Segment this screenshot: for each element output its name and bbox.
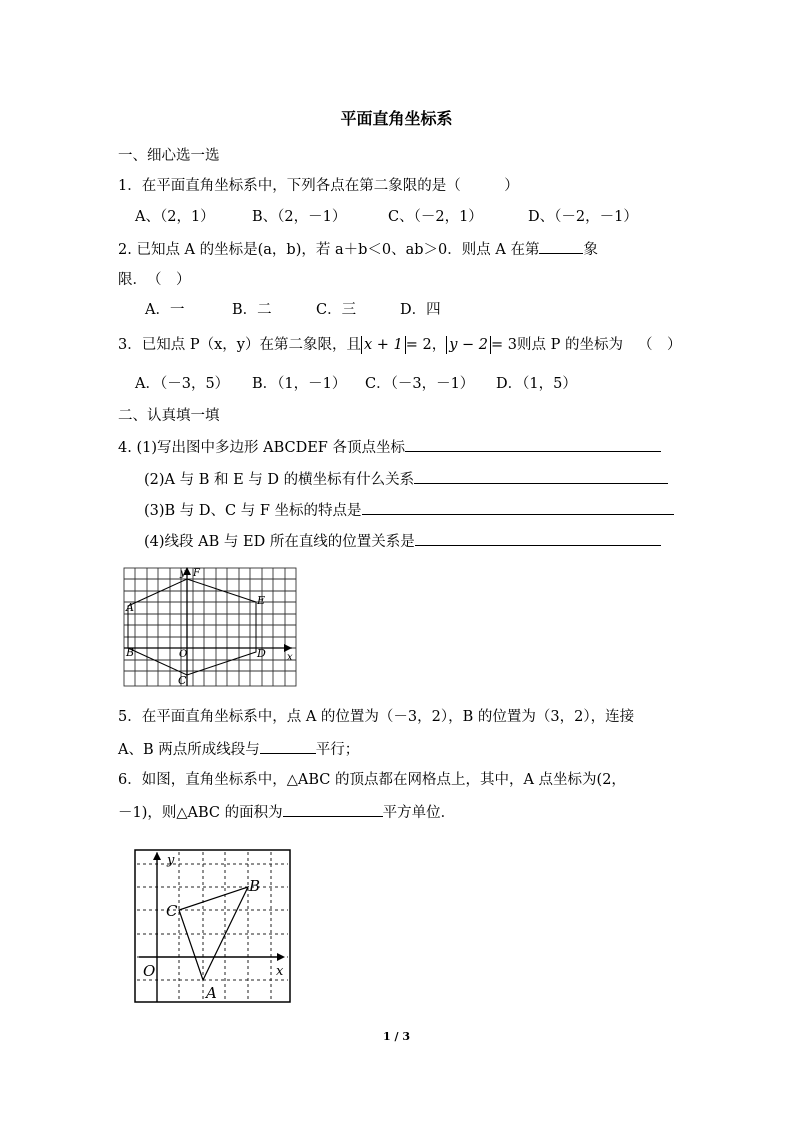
page-title: 平面直角坐标系 [340,109,453,128]
q1-option-c: C、（－2，1） [388,209,483,225]
answer-blank [405,437,661,452]
question-4-part-4 [144,531,661,552]
label-y: y [167,853,175,868]
question-1-stem: 1．在平面直角坐标系中，下列各点在第二象限的是（ ） [118,178,519,194]
question-6-text: －1)，则△ABC 的面积为 [118,805,283,821]
section-heading-1: 一、细心选一选 [118,148,220,164]
label-d: D [257,647,266,660]
question-5-line2 [118,739,359,760]
page-number: 1 / 3 [383,1030,410,1043]
q1-option-d: D、（－2，－1） [528,209,638,225]
grid-lines [124,568,296,686]
dashed-grid [137,852,288,1000]
q2-option-d: D．四 [400,302,441,318]
question-4-part-3-text: (3)B 与 D、C 与 F 坐标的特点是 [144,503,362,519]
question-6-tail: 平方单位． [382,805,456,821]
label-a: A [126,601,134,614]
abs-expression-1: x + 1 [361,336,406,354]
question-4-part-2-text: (2)A 与 B 和 E 与 D 的横坐标有什么关系 [144,472,415,488]
section-heading-2: 二、认真填一填 [118,408,220,424]
y-axis-arrow [153,852,161,860]
label-x: x [287,652,293,663]
question-3-prefix: 3．已知点 P（x，y）在第二象限，且 [118,337,361,353]
answer-blank [414,469,668,484]
question-2-stem [118,239,598,260]
q3-option-c: C．（－3，－1） [365,376,475,392]
question-4-part-4-text: (4)线段 AB 与 ED 所在直线的位置关系是 [144,534,415,550]
answer-blank [283,802,383,817]
figure-border [135,850,290,1002]
label-x: x [276,964,284,979]
q1-option-a: A、（2，1） [135,209,215,225]
q2-option-a: A．一 [145,302,185,318]
x-axis-arrow [277,953,285,961]
q3-option-b: B．（1，－1） [252,376,347,392]
label-a: A [206,984,217,1002]
q2-option-c: C．三 [316,302,357,318]
question-3-eq2: = 3则点 P 的坐标为 [491,337,623,353]
question-5-text: A、B 两点所成线段与 [118,742,260,758]
answer-blank [362,500,674,515]
question-6-line2 [118,802,455,823]
figure-polygon-grid [120,564,300,690]
question-4-part-3 [144,500,674,521]
label-f: F [193,568,200,579]
abs-expression-2: y − 2 [446,336,491,354]
label-o: O [179,649,188,660]
question-5-line1: 5．在平面直角坐标系中，点 A 的位置为（－3，2），B 的位置为（3，2），连接 [118,709,635,725]
question-4-part-2 [144,469,668,490]
question-5-tail: 平行； [315,742,360,758]
question-2-tail: 象 [583,242,598,258]
question-2-line2: 限． （ ） [118,272,191,288]
label-b: B [126,646,135,659]
answer-blank [415,531,661,546]
x-axis-arrow [284,644,292,652]
question-4-part-1 [118,437,661,458]
label-y: y [180,568,186,579]
label-e: E [257,594,266,607]
q3-option-d: D．（1，5） [496,376,577,392]
question-3-bracket: （ ） [638,337,682,353]
q3-option-a: A．（－3，5） [135,376,230,392]
question-4-part-1-text: 4. (1)写出图中多边形 ABCDEF 各顶点坐标 [118,440,405,456]
label-c: C [166,902,178,920]
answer-blank [539,239,583,254]
label-b: B [249,877,261,895]
label-c: C [178,674,187,687]
question-3-stem [118,335,623,355]
q2-option-b: B．二 [232,302,272,318]
question-2-text: 2. 已知点 A 的坐标是(a，b)，若 a＋b＜0、ab＞0．则点 A 在第 [118,242,540,258]
question-6-line1: 6．如图，直角坐标系中，△ABC 的顶点都在网格点上，其中，A 点坐标为(2， [118,772,626,788]
label-o: O [143,962,156,980]
triangle-abc [179,887,248,980]
answer-blank [260,739,316,754]
q1-option-b: B、（2，－1） [252,209,347,225]
question-3-eq1: = 2， [405,337,447,353]
figure-triangle-grid [133,848,293,1005]
